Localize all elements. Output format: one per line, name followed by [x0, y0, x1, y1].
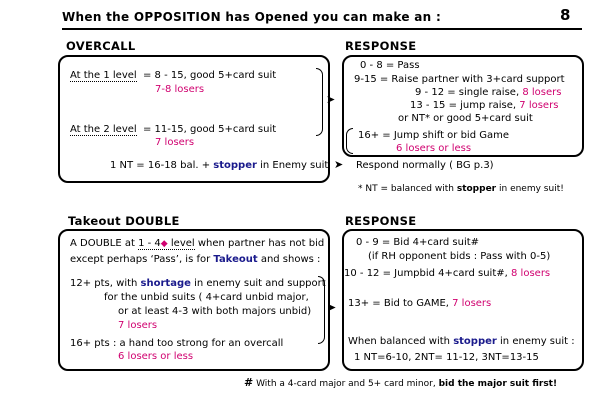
- resp-jump-raise: [410, 100, 558, 111]
- dresp-balanced: [348, 336, 575, 347]
- double-heading: Takeout DOUBLE: [68, 214, 180, 228]
- single-raise-text: 9 - 12 = single raise,: [415, 87, 520, 98]
- overcall-heading: OVERCALL: [66, 39, 136, 53]
- double-12plus: [70, 278, 326, 289]
- level2-losers: 7 losers: [155, 137, 195, 148]
- double-l1-prefix: A DOUBLE at: [70, 238, 135, 249]
- diamond-icon: ◆: [160, 239, 168, 249]
- overcall-arrow-icon: ➤: [326, 93, 336, 106]
- double-16plus: 16+ pts : a hand too strong for an overcall: [70, 338, 284, 349]
- double-l1-suffix: when partner has not bid: [197, 238, 325, 249]
- footnote-mark: #: [244, 376, 254, 389]
- double-l2-prefix: except perhaps ‘Pass’, is for: [70, 254, 211, 265]
- dresp-10-12-text: 10 - 12 = Jumpbid 4+card suit#,: [344, 268, 508, 279]
- nt-footnote: [358, 184, 564, 194]
- double-12plus-losers: 7 losers: [118, 320, 158, 331]
- double-12plus-b: for the unbid suits ( 4+card unbid major,: [104, 292, 309, 303]
- double-12plus-pts: 12+ pts,: [70, 278, 113, 289]
- double-12plus-a: in enemy suit and support: [194, 278, 326, 289]
- nt-footnote-suffix: in enemy suit!: [499, 184, 564, 194]
- overcall-brace: [316, 68, 323, 136]
- double-response-heading: RESPONSE: [345, 214, 417, 228]
- double-line-1: [70, 238, 324, 249]
- level1-label: At the 1 level: [70, 70, 137, 81]
- dresp-13plus-text: 13+ = Bid to GAME,: [348, 298, 449, 309]
- resp-16plus: 16+ = Jump shift or bid Game: [358, 130, 509, 141]
- jump-raise-losers: 7 losers: [519, 100, 559, 111]
- double-l2-suffix: and shows :: [260, 254, 321, 265]
- double-shortage: shortage: [140, 278, 191, 289]
- level1-losers: 7-8 losers: [155, 84, 205, 95]
- title-rule: [62, 28, 582, 30]
- double-l1-range: [138, 238, 195, 250]
- overcall-response-heading: RESPONSE: [345, 39, 417, 53]
- footnote: [244, 376, 557, 389]
- nt-footnote-stopper: stopper: [456, 184, 497, 194]
- double-takeout-word: Takeout: [213, 254, 258, 265]
- double-12plus-c: or at least 4-3 with both majors unbid): [118, 306, 312, 317]
- dresp-balanced-stopper: stopper: [453, 336, 497, 347]
- jump-raise-text: 13 - 15 = jump raise,: [410, 100, 517, 111]
- resp-normally: Respond normally ( BG p.3): [356, 160, 494, 171]
- double-16plus-losers: 6 losers or less: [118, 351, 194, 362]
- dresp-nt-ranges: 1 NT=6-10, 2NT= 11-12, 3NT=13-15: [354, 352, 539, 363]
- footnote-text: With a 4-card major and 5+ card minor,: [256, 379, 436, 389]
- resp-0-8: 0 - 8 = Pass: [360, 60, 420, 71]
- dresp-rh-opponent: (if RH opponent bids : Pass with 0-5): [368, 251, 551, 262]
- nt-overcall-line: [110, 160, 328, 171]
- level1-text: = 8 - 15, good 5+card suit: [143, 70, 277, 81]
- double-with: with: [116, 278, 138, 289]
- level2-label: At the 2 level: [70, 124, 137, 135]
- single-raise-losers: 8 losers: [522, 87, 562, 98]
- dresp-10-12: [344, 268, 550, 279]
- page-title: When the OPPOSITION has Opened you can make an :: [62, 10, 442, 24]
- nt-arrow-icon: ➤: [334, 158, 344, 171]
- resp-left-brace: [346, 128, 353, 154]
- nt-footnote-prefix: * NT = balanced with: [358, 184, 454, 194]
- nt-overcall-suffix: in Enemy suit: [260, 160, 329, 171]
- footnote-bold: bid the major suit first!: [438, 379, 558, 389]
- resp-9-15: 9-15 = Raise partner with 3+card support: [354, 74, 565, 85]
- dresp-balanced-suffix: in enemy suit :: [500, 336, 575, 347]
- resp-nt-option: or NT* or good 5+card suit: [398, 113, 533, 124]
- double-range-a: 1 - 4: [138, 238, 161, 249]
- dresp-balanced-prefix: When balanced with: [348, 336, 451, 347]
- dresp-0-9: 0 - 9 = Bid 4+card suit#: [356, 237, 480, 248]
- resp-16plus-losers: 6 losers or less: [396, 143, 472, 154]
- nt-overcall-prefix: 1 NT = 16-18 bal. +: [110, 160, 211, 171]
- double-arrow-icon: ➤: [327, 301, 337, 314]
- page-number: 8: [560, 6, 571, 24]
- dresp-13plus-losers: 7 losers: [452, 298, 492, 309]
- resp-single-raise: [415, 87, 561, 98]
- dresp-13plus: [348, 298, 491, 309]
- level2-text: = 11-15, good 5+card suit: [143, 124, 277, 135]
- nt-overcall-stopper: stopper: [213, 160, 257, 171]
- double-line-2: [70, 254, 320, 265]
- dresp-10-12-losers: 8 losers: [511, 268, 551, 279]
- double-brace: [318, 276, 325, 344]
- double-range-b: level: [170, 238, 195, 249]
